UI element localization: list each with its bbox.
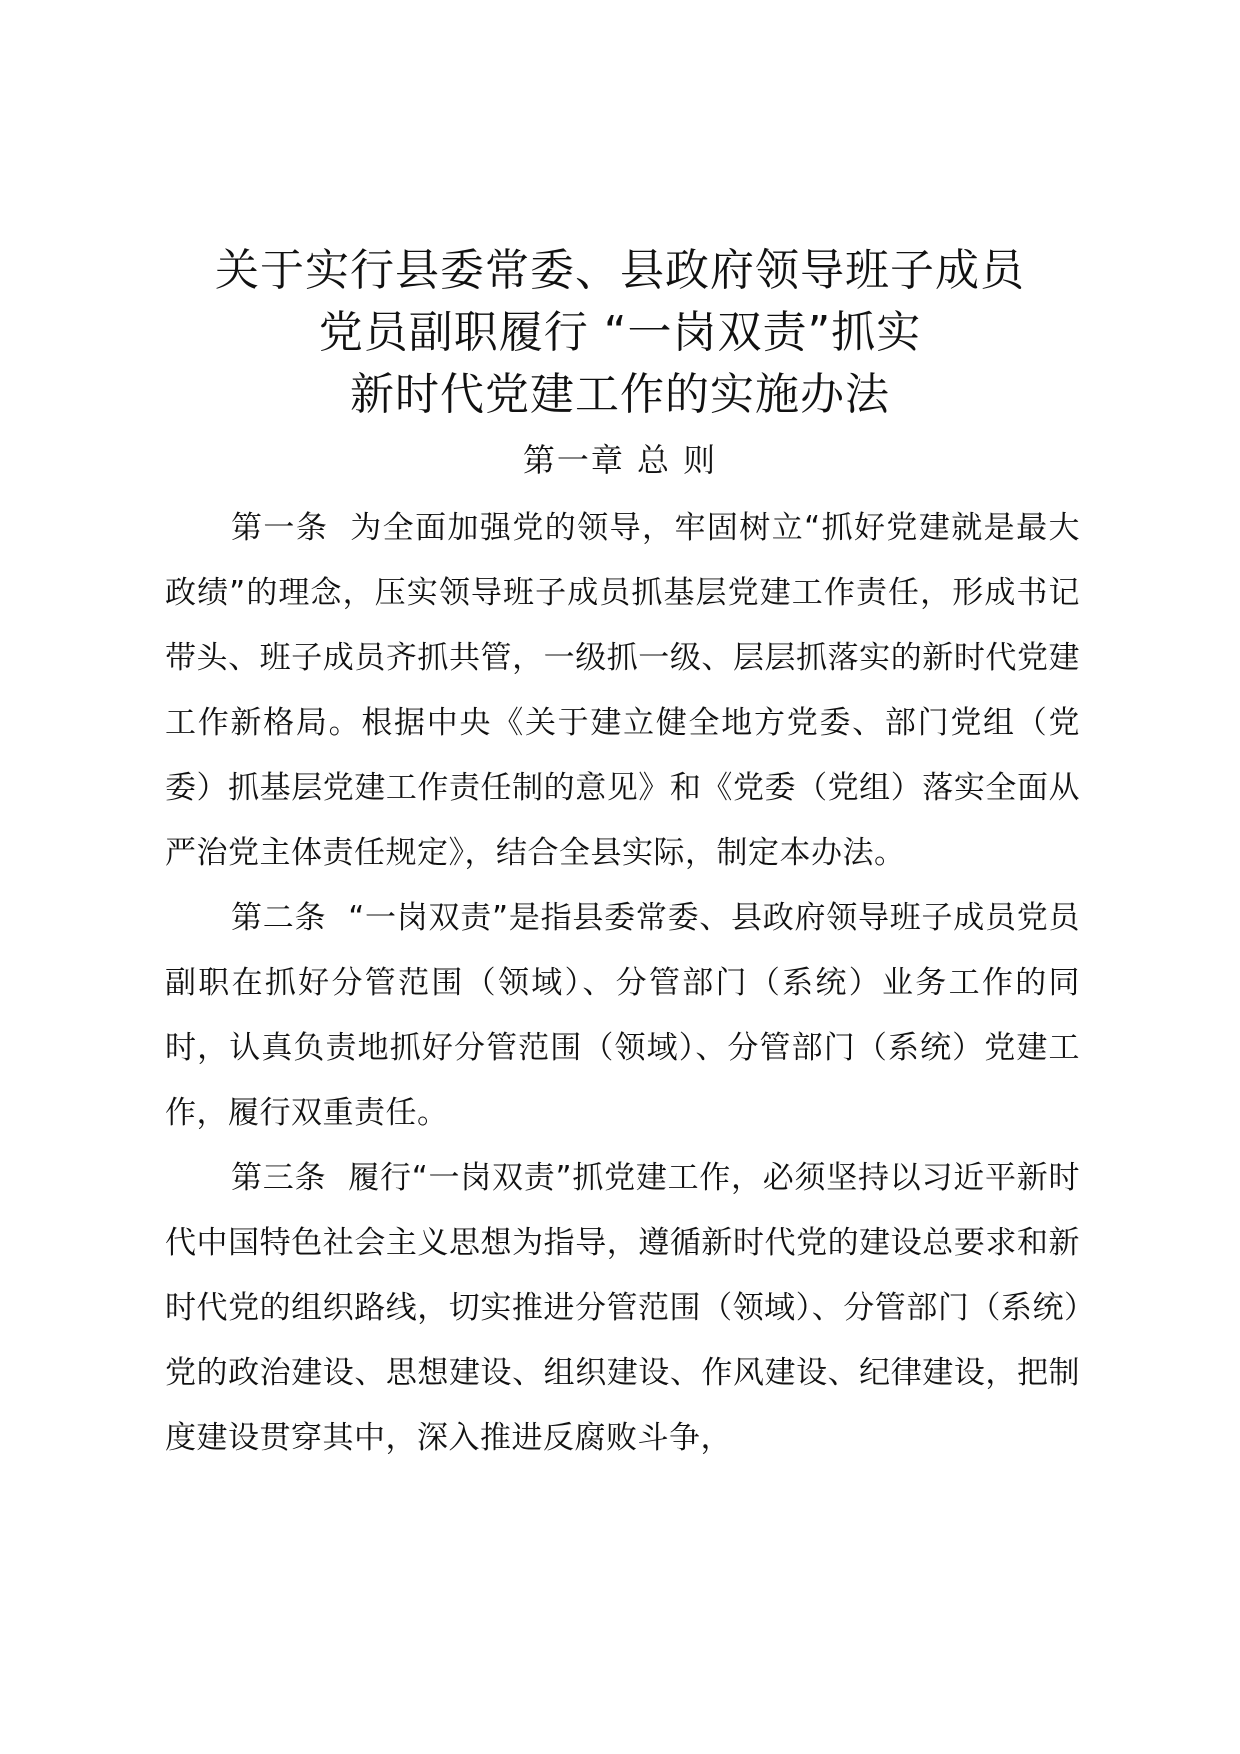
chapter-heading: 第一章 总 则	[522, 441, 718, 479]
article-3	[165, 1146, 1080, 1471]
title-line-3: 新时代党建工作的实施办法	[350, 369, 890, 420]
article-3-text: 履行“一岗双责”抓党建工作，必须坚持以习近平新时代中国特色社会主义思想为指导，遵循新时代党的建设总要求和新时代党的组织路线，切实推进分管范围（领域）、分管部门（系统）党的政治建设、思想建设、组织建设、作风建设、纪律建设，把制度建设贯穿其中，深入推进反腐败斗争，	[165, 1160, 1081, 1456]
article-1-number: 第一条	[231, 510, 329, 546]
article-1-text: 为全面加强党的领导，牢固树立“抓好党建就是最大政绩”的理念，压实领导班子成员抓基层党建工作责任，形成书记带头、班子成员齐抓共管，一级抓一级、层层抓落实的新时代党建工作新格局。根据中央《关于建立健全地方党委、部门党组（党委）抓基层党建工作责任制的意见》和《党委（党组）落实全面从严治党主体责任规定》，结合全县实际，制定本办法。	[165, 510, 1081, 871]
article-1	[165, 496, 1080, 886]
document-title	[120, 240, 1120, 426]
title-line-1: 关于实行县委常委、县政府领导班子成员	[215, 245, 1025, 296]
article-2	[165, 886, 1080, 1146]
document-body	[165, 496, 1080, 1471]
article-2-text: “一岗双责”是指县委常委、县政府领导班子成员党员副职在抓好分管范围（领域）、分管部门（系统）业务工作的同时，认真负责地抓好分管范围（领域）、分管部门（系统）党建工作，履行双重责任。	[165, 900, 1081, 1131]
article-3-number: 第三条	[231, 1160, 327, 1196]
title-line-2: 党员副职履行 “一岗双责”抓实	[318, 307, 922, 358]
article-2-number: 第二条	[231, 900, 327, 936]
